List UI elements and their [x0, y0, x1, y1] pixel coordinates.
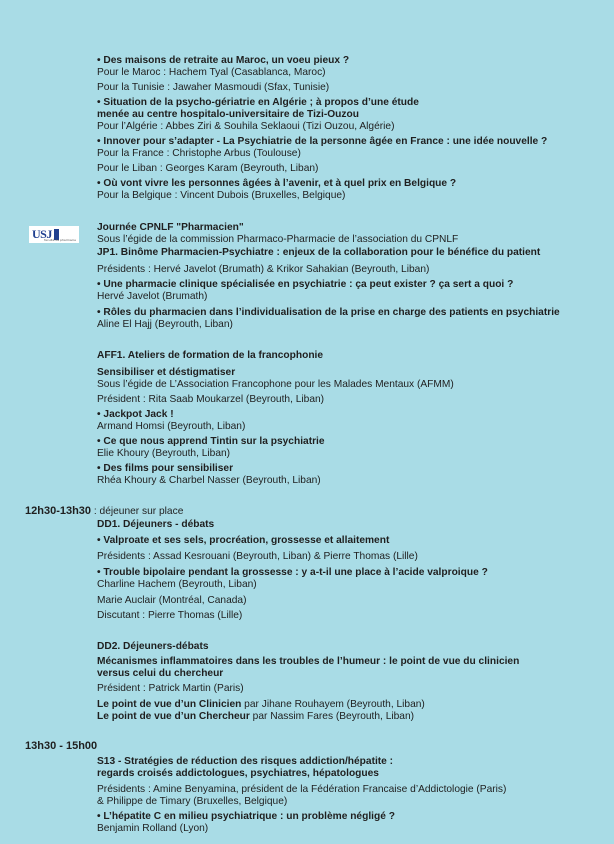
speaker-line: [97, 699, 425, 711]
time-note: : déjeuner sur place: [91, 506, 184, 517]
presidents-line: Président : Rita Saab Moukarzel (Beyrouth, Liban): [97, 394, 325, 405]
talk-title: • Innover pour s’adapter - La Psychiatrie de la personne âgée en France : une idée nouvelle ?: [97, 136, 548, 147]
presidents-line: Présidents : Amine Benyamina, président de la Fédération Francaise d’Addictologie (Paris): [97, 784, 507, 795]
time-label: 13h30 - 15h00: [25, 740, 98, 752]
talk-title: • Ce que nous apprend Tintin sur la psychiatrie: [97, 436, 325, 447]
speaker-line: Benjamin Rolland (Lyon): [97, 823, 209, 834]
speaker-line: Charline Hachem (Beyrouth, Liban): [97, 579, 257, 590]
speaker-line: Rhéa Khoury & Charbel Nasser (Beyrouth, Liban): [97, 475, 321, 486]
speaker-line: Aline El Hajj (Beyrouth, Liban): [97, 319, 233, 330]
session-subtitle: Sensibiliser et déstigmatiser: [97, 367, 236, 378]
speaker-line: [97, 711, 414, 723]
session-title-cont: regards croisés addictologues, psychiatres, hépatologues: [97, 768, 379, 779]
session-title: DD1. Déjeuners - débats: [97, 519, 215, 530]
logo-subtext: faculté de pharmacie: [44, 238, 76, 242]
speaker-line: Pour le Liban : Georges Karam (Beyrouth, Liban): [97, 163, 319, 174]
speaker-line: Pour l’Algérie : Abbes Ziri & Souhila Seklaoui (Tizi Ouzou, Algérie): [97, 121, 395, 132]
session-sponsor: Sous l’égide de la commission Pharmaco-Pharmacie de l’association du CPNLF: [97, 234, 459, 245]
speaker-line: Pour la Belgique : Vincent Dubois (Bruxelles, Belgique): [97, 190, 346, 201]
session-title: DD2. Déjeuners-débats: [97, 641, 209, 652]
talk-title: • Situation de la psycho-gériatrie en Algérie ; à propos d’une étude: [97, 97, 419, 108]
presidents-line: Présidents : Hervé Javelot (Brumath) & Krikor Sahakian (Beyrouth, Liban): [97, 264, 430, 275]
talk-title: • Une pharmacie clinique spécialisée en psychiatrie : ça peut exister ? ça sert a quoi ?: [97, 279, 514, 290]
time-slot: [25, 740, 97, 753]
speaker-line: Pour le Maroc : Hachem Tyal (Casablanca, Maroc): [97, 67, 326, 78]
talk-title: • L’hépatite C en milieu psychiatrique : un problème négligé ?: [97, 811, 395, 822]
talk-title: • Rôles du pharmacien dans l’individualisation de la prise en charge des patients en psychiatrie: [97, 307, 560, 318]
viewpoint-label: Le point de vue d’un Clinicien: [97, 699, 242, 710]
session-sponsor: Sous l’égide de L’Association Francophone pour les Malades Mentaux (AFMM): [97, 379, 454, 390]
session-title: S13 - Stratégies de réduction des risques addiction/hépatite :: [97, 756, 394, 767]
session-title: Journée CPNLF "Pharmacien": [97, 222, 244, 233]
talk-title-cont: versus celui du chercheur: [97, 668, 224, 679]
talk-title: • Des maisons de retraite au Maroc, un voeu pieux ?: [97, 55, 350, 66]
talk-title: • Valproate et ses sels, procréation, grossesse et allaitement: [97, 535, 390, 546]
talk-title: • Où vont vivre les personnes âgées à l’avenir, et à quel prix en Belgique ?: [97, 178, 457, 189]
usj-logo: [29, 226, 79, 243]
speaker-line: Pour la Tunisie : Jawaher Masmoudi (Sfax, Tunisie): [97, 82, 330, 93]
talk-title: Mécanismes inflammatoires dans les troubles de l’humeur : le point de vue du clinicien: [97, 656, 520, 667]
session-subtitle: JP1. Binôme Pharmacien-Psychiatre : enjeux de la collaboration pour le bénéfice du patient: [97, 247, 541, 258]
speaker-line: Elie Khoury (Beyrouth, Liban): [97, 448, 231, 459]
time-label: 12h30-13h30: [25, 505, 92, 517]
speaker-line: Marie Auclair (Montréal, Canada): [97, 595, 247, 606]
talk-title: • Trouble bipolaire pendant la grossesse : y a-t-il une place à l’acide valproique ?: [97, 567, 488, 578]
speaker-name: par Nassim Fares (Beyrouth, Liban): [249, 711, 415, 722]
speaker-line: Pour la France : Christophe Arbus (Toulouse): [97, 148, 301, 159]
speaker-line: Discutant : Pierre Thomas (Lille): [97, 610, 243, 621]
session-title: AFF1. Ateliers de formation de la francophonie: [97, 350, 324, 361]
viewpoint-label: Le point de vue d’un Chercheur: [97, 711, 250, 722]
speaker-line: Armand Homsi (Beyrouth, Liban): [97, 421, 246, 432]
presidents-line: Présidents : Assad Kesrouani (Beyrouth, Liban) & Pierre Thomas (Lille): [97, 551, 418, 562]
talk-title: • Jackpot Jack !: [97, 409, 174, 420]
logo-text: USJ: [32, 227, 52, 241]
presidents-line-cont: & Philippe de Timary (Bruxelles, Belgique): [97, 796, 288, 807]
speaker-line: Hervé Javelot (Brumath): [97, 291, 208, 302]
talk-title-cont: menée au centre hospitalo-universitaire de Tizi-Ouzou: [97, 109, 359, 120]
speaker-name: par Jihane Rouhayem (Beyrouth, Liban): [241, 699, 425, 710]
time-slot: [25, 505, 183, 518]
talk-title: • Des films pour sensibiliser: [97, 463, 234, 474]
presidents-line: Président : Patrick Martin (Paris): [97, 683, 244, 694]
